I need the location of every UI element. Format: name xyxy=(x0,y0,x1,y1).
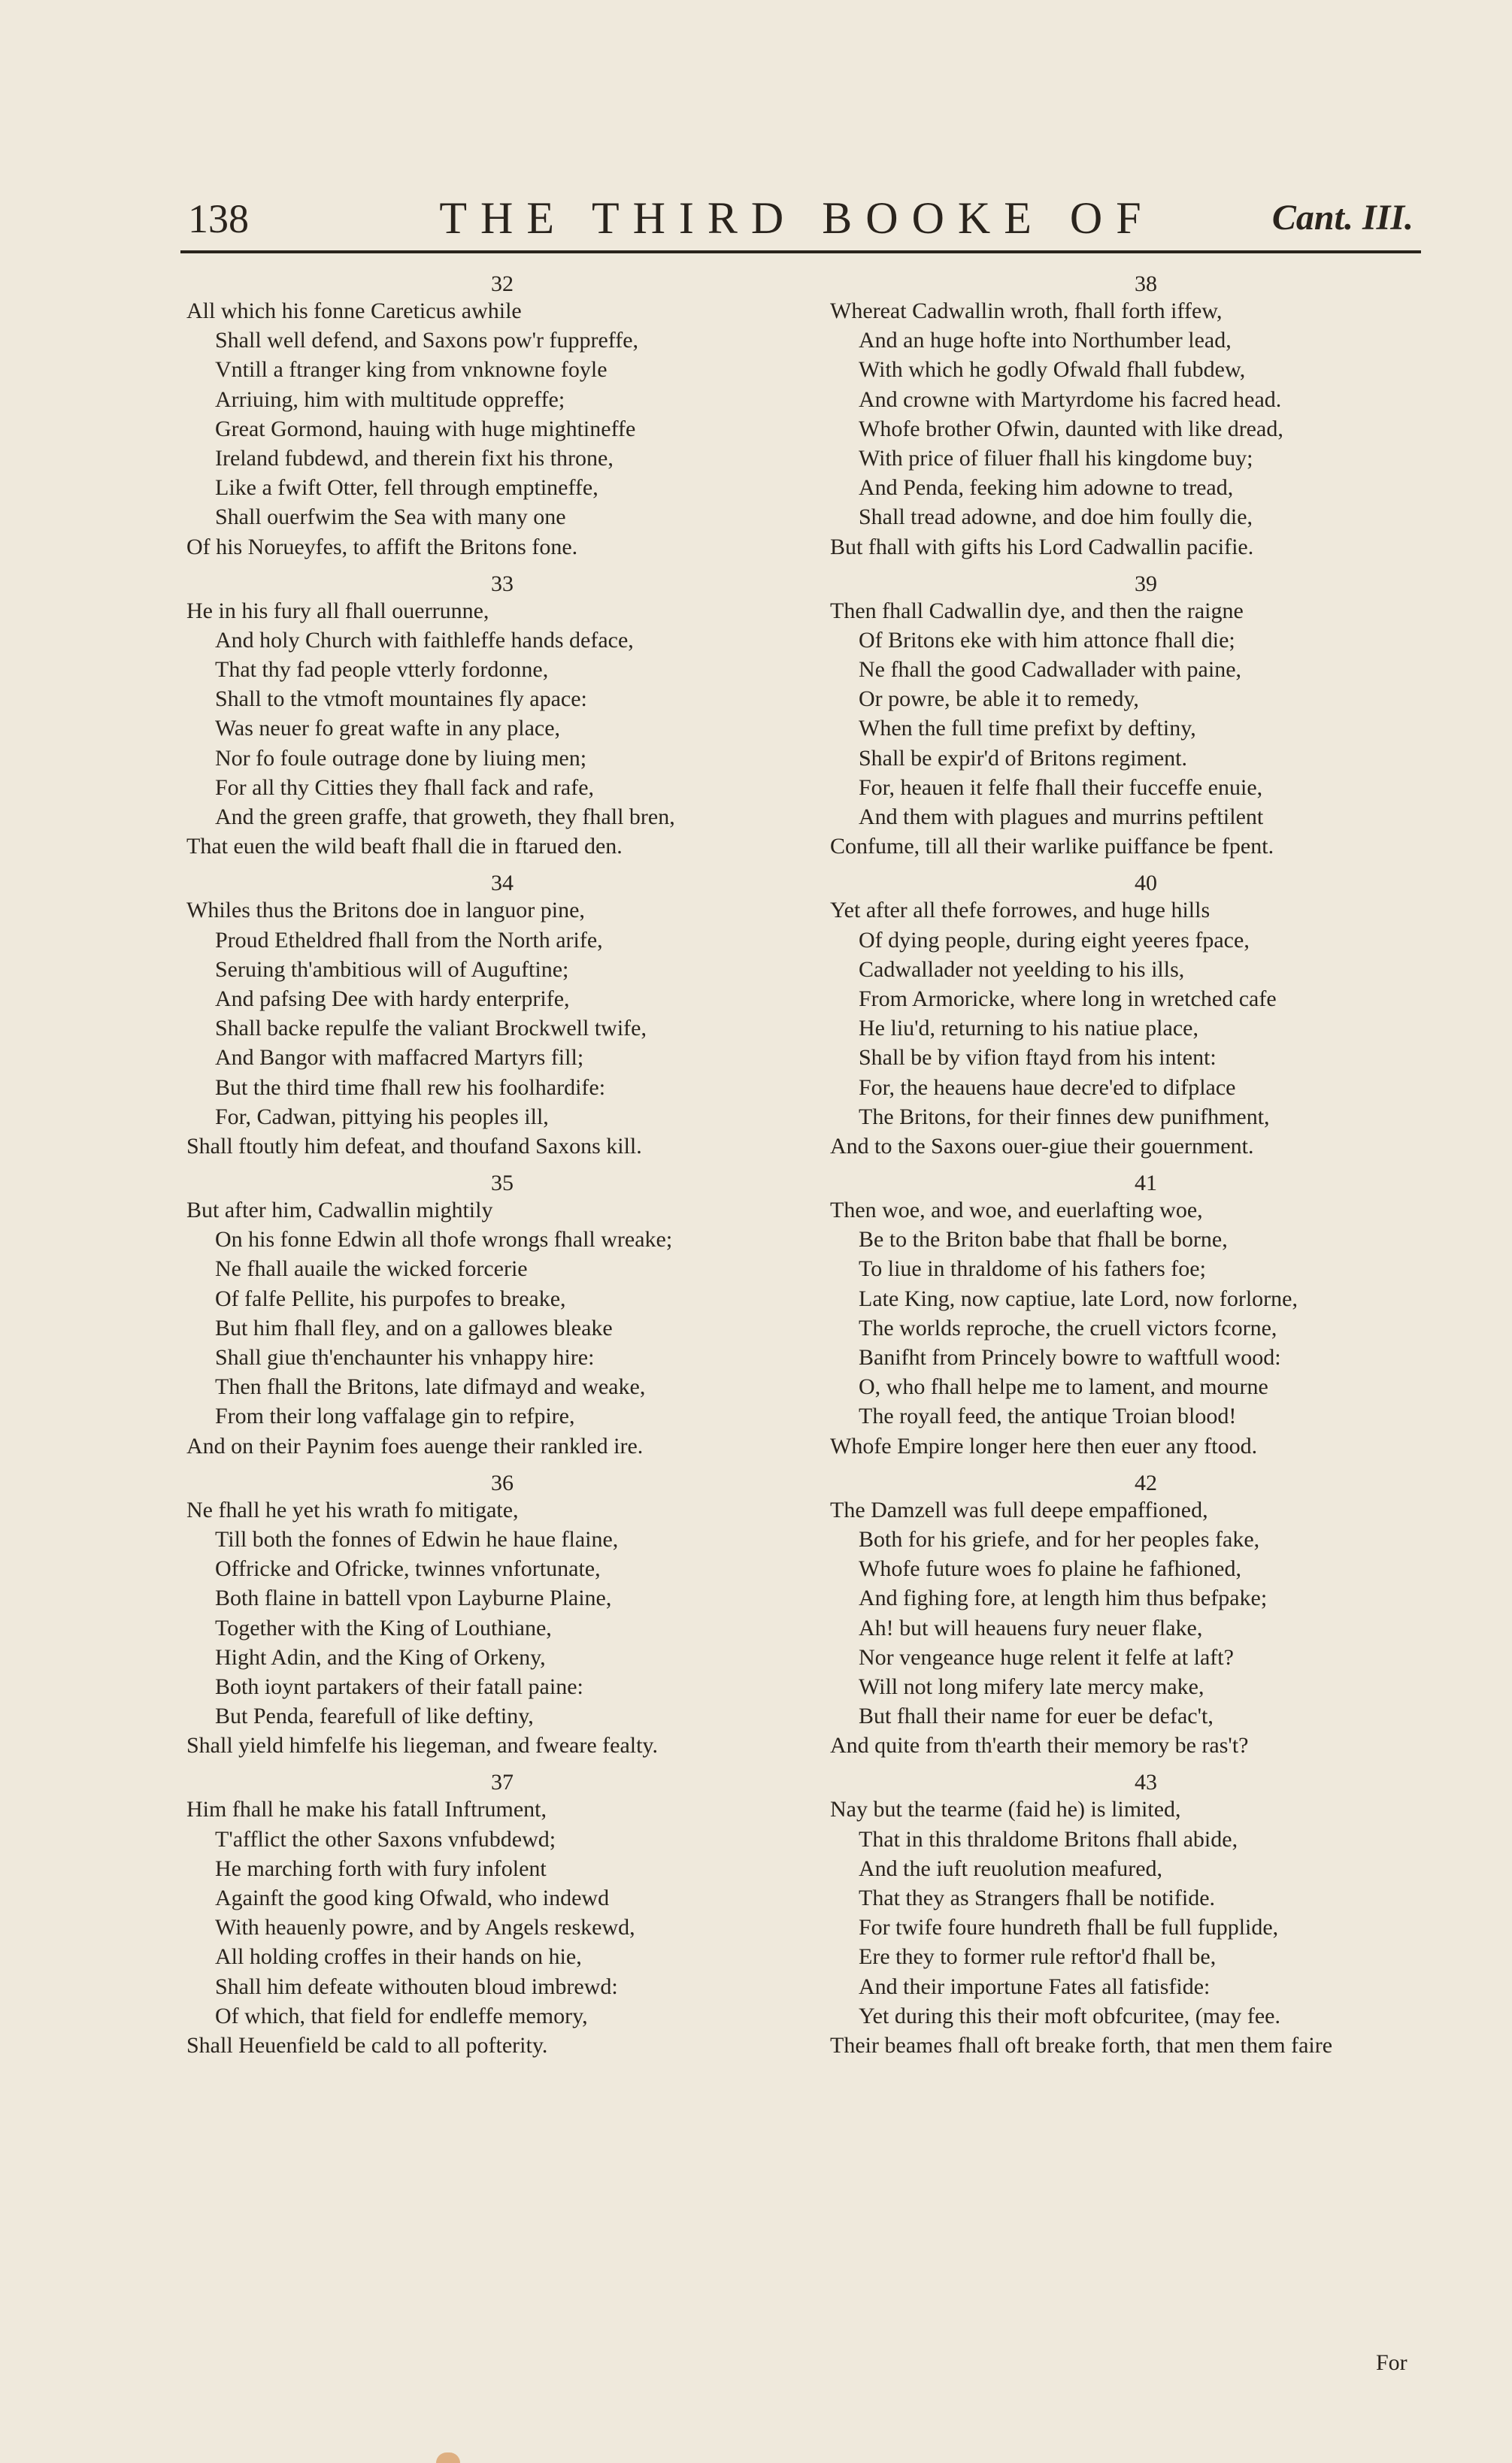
verse-line: And the green graffe, that groweth, they fhall bren, xyxy=(215,804,675,829)
verse-line: The Britons, for their finnes dew punifhment, xyxy=(859,1104,1270,1129)
stanza xyxy=(186,1771,818,2060)
verse-line: That in this thraldome Britons fhall abide, xyxy=(859,1826,1238,1852)
verse-line: Will not long mifery late mercy make, xyxy=(859,1674,1204,1699)
stanza xyxy=(186,272,818,562)
stanza xyxy=(830,1771,1462,2060)
verse-line: For twife foure hundreth fhall be full fupplide, xyxy=(859,1915,1279,1940)
stanza xyxy=(830,871,1462,1161)
verse-line: Offricke and Ofricke, twinnes vnfortunate, xyxy=(215,1556,601,1582)
running-title: THE THIRD BOOKE OF xyxy=(439,193,1155,243)
verse-line: And quite from th'earth their memory be ras't? xyxy=(830,1733,1249,1759)
verse-line: But after him, Cadwallin mightily xyxy=(186,1198,493,1223)
verse-line: But Penda, fearefull of like deftiny, xyxy=(215,1704,534,1729)
verse-line: Againft the good king Ofwald, who indewd xyxy=(215,1886,610,1910)
verse-line: With price of filuer fhall his kingdome buy; xyxy=(859,445,1253,471)
verse-line: Shall him defeate withouten bloud imbrewd: xyxy=(215,1974,618,1999)
verse-line: Till both the fonnes of Edwin he haue flaine, xyxy=(215,1526,619,1552)
verse-line: Confume, till all their warlike puiffance be fpent. xyxy=(830,834,1274,859)
verse-line: And on their Paynim foes auenge their rankled ire. xyxy=(186,1433,644,1459)
verse-line: O, who fhall helpe me to lament, and mourne xyxy=(859,1374,1268,1400)
verse-line: Ne fhall the good Cadwallader with paine, xyxy=(859,657,1242,683)
stanza-number: 41 xyxy=(1135,1171,1157,1196)
verse-line: And their importune Fates all fatisfide: xyxy=(859,1974,1211,1999)
verse-line: Of which, that field for endleffe memory, xyxy=(215,2003,588,2028)
verse-line: Yet during this their moft obfcuritee, (may fee. xyxy=(859,2003,1280,2028)
verse-line: Shall backe repulfe the valiant Brockwell twife, xyxy=(215,1016,647,1041)
right-column xyxy=(830,272,1462,2071)
verse-line: All holding croffes in their hands on hie, xyxy=(215,1944,582,1970)
verse-line: And crowne with Martyrdome his facred head. xyxy=(859,386,1282,412)
verse-line: Nay but the tearme (faid he) is limited, xyxy=(830,1797,1181,1822)
verse-line: For all thy Citties they fhall fack and rafe, xyxy=(215,774,595,800)
verse-line: Him fhall he make his fatall Inftrument, xyxy=(186,1797,547,1822)
verse-line: Shall tread adowne, and doe him foully die, xyxy=(859,504,1253,530)
verse-line: The Damzell was full deepe empaffioned, xyxy=(830,1497,1208,1522)
stanza-number: 36 xyxy=(491,1470,514,1495)
verse-line: Whofe brother Ofwin, daunted with like dread, xyxy=(859,416,1283,441)
verse-line: The worlds reproche, the cruell victors fcorne, xyxy=(859,1315,1277,1341)
verse-line: Then fhall the Britons, late difmayd and weake, xyxy=(215,1374,646,1400)
left-column xyxy=(186,272,818,2071)
verse-line: The royall feed, the antique Troian blood! xyxy=(859,1404,1237,1429)
verse-line: Both ioynt partakers of their fatall paine: xyxy=(215,1674,583,1699)
verse-line: Or powre, be able it to remedy, xyxy=(859,686,1139,712)
catchword: For xyxy=(1376,2350,1407,2375)
verse-line: That they as Strangers fhall be notifide. xyxy=(859,1886,1216,1910)
verse-line: And Penda, feeking him adowne to tread, xyxy=(859,475,1234,501)
verse-line: Of Britons eke with him attonce fhall die; xyxy=(859,627,1235,653)
verse-line: Shall Heuenfield be cald to all pofterity. xyxy=(186,2032,548,2058)
verse-line: With heauenly powre, and by Angels reskewd, xyxy=(215,1915,635,1940)
ornament-mark xyxy=(436,2452,460,2463)
verse-line: And an huge hofte into Northumber lead, xyxy=(859,328,1232,353)
page-number: 138 xyxy=(188,196,249,241)
stanza xyxy=(830,572,1462,862)
verse-line: Then woe, and woe, and euerlafting woe, xyxy=(830,1198,1203,1223)
verse-line: Shall well defend, and Saxons pow'r fuppreffe, xyxy=(215,328,639,353)
verse-line: Great Gormond, hauing with huge mightineffe xyxy=(215,416,636,441)
verse-line: Ne fhall auaile the wicked forcerie xyxy=(215,1256,528,1282)
verse-line: For, the heauens haue decre'ed to difplace xyxy=(859,1074,1236,1100)
verse-line: That euen the wild beaft fhall die in ftarued den. xyxy=(186,834,623,859)
stanza xyxy=(830,272,1462,562)
verse-line: Shall giue th'enchaunter his vnhappy hire: xyxy=(215,1345,595,1370)
verse-line: But fhall their name for euer be defac't, xyxy=(859,1704,1214,1729)
verse-line: Ere they to former rule reftor'd fhall be, xyxy=(859,1944,1217,1970)
stanza-number: 39 xyxy=(1135,571,1157,596)
verse-line: Shall yield himfelfe his liegeman, and fweare fealty. xyxy=(186,1733,658,1759)
verse-line: Arriuing, him with multitude oppreffe; xyxy=(215,386,565,412)
stanza-number: 32 xyxy=(491,271,514,296)
verse-line: Hight Adin, and the King of Orkeny, xyxy=(215,1644,546,1670)
stanza xyxy=(186,1171,818,1461)
verse-line: But the third time fhall rew his foolhardife: xyxy=(215,1074,606,1100)
verse-line: Yet after all thefe forrowes, and huge hills xyxy=(830,898,1211,923)
verse-line: Both for his griefe, and for her peoples fake, xyxy=(859,1526,1260,1552)
stanza xyxy=(186,1471,818,1761)
verse-line: Whereat Cadwallin wroth, fhall forth iffew, xyxy=(830,298,1223,323)
verse-line: Their beames fhall oft breake forth, that men them faire xyxy=(830,2032,1333,2058)
canto-label: Cant. III. xyxy=(1271,198,1414,238)
verse-line: Ireland fubdewd, and therein fixt his throne, xyxy=(215,445,614,471)
verse-line: Be to the Briton babe that fhall be borne, xyxy=(859,1227,1228,1253)
verse-line: Then fhall Cadwallin dye, and then the raigne xyxy=(830,598,1244,623)
verse-line: Of his Norueyfes, to affift the Britons fone. xyxy=(186,534,578,559)
verse-line: But fhall with gifts his Lord Cadwallin pacifie. xyxy=(830,534,1254,559)
verse-line: And fighing fore, at length him thus befpake; xyxy=(859,1586,1268,1611)
stanza xyxy=(830,1171,1462,1461)
stanza-number: 42 xyxy=(1135,1470,1157,1495)
verse-line: For, heauen it felfe fhall their fucceffe enuie, xyxy=(859,774,1263,800)
verse-line: Whofe Empire longer here then euer any ftood. xyxy=(830,1433,1258,1459)
verse-line: Shall to the vtmoft mountaines fly apace: xyxy=(215,686,587,712)
verse-line: Like a fwift Otter, fell through emptineffe, xyxy=(215,475,598,501)
verse-line: Shall be by vifion ftayd from his intent: xyxy=(859,1045,1217,1071)
stanza xyxy=(186,572,818,862)
verse-line: For, Cadwan, pittying his peoples ill, xyxy=(215,1104,549,1129)
verse-line: He marching forth with fury infolent xyxy=(215,1856,547,1881)
verse-line: Of falfe Pellite, his purpofes to breake, xyxy=(215,1286,566,1311)
verse-line: From Armoricke, where long in wretched cafe xyxy=(859,986,1277,1011)
verse-line: Together with the King of Louthiane, xyxy=(215,1615,552,1640)
stanza-number: 37 xyxy=(491,1770,514,1795)
verse-line: And holy Church with faithleffe hands deface, xyxy=(215,627,634,653)
stanza-number: 40 xyxy=(1135,871,1157,896)
verse-line: He in his fury all fhall ouerrunne, xyxy=(186,598,489,623)
stanza xyxy=(186,871,818,1161)
verse-line: Seruing th'ambitious will of Auguftine; xyxy=(215,956,569,982)
stanza-number: 35 xyxy=(491,1171,514,1196)
verse-line: With which he godly Ofwald fhall fubdew, xyxy=(859,357,1246,383)
stanza xyxy=(830,1471,1462,1761)
verse-line: To liue in thraldome of his fathers foe; xyxy=(859,1256,1206,1282)
verse-line: And the iuft reuolution meafured, xyxy=(859,1856,1163,1881)
verse-line: Shall ftoutly him defeat, and thoufand Saxons kill. xyxy=(186,1133,642,1159)
header-rule xyxy=(180,250,1421,253)
verse-line: Whofe future woes fo plaine he fafhioned, xyxy=(859,1556,1241,1582)
verse-line: Of dying people, during eight yeeres fpace, xyxy=(859,927,1250,953)
verse-line: And them with plagues and murrins peftilent xyxy=(859,804,1264,829)
verse-line: T'afflict the other Saxons vnfubdewd; xyxy=(215,1826,556,1852)
verse-line: Ah! but will heauens fury neuer flake, xyxy=(859,1615,1203,1640)
verse-line: On his fonne Edwin all thofe wrongs fhall wreake; xyxy=(215,1227,673,1253)
verse-line: Cadwallader not yeelding to his ills, xyxy=(859,956,1185,982)
verse-line: That thy fad people vtterly fordonne, xyxy=(215,657,549,683)
verse-line: All which his fonne Careticus awhile xyxy=(186,298,522,323)
verse-line: Nor vengeance huge relent it felfe at laft? xyxy=(859,1644,1234,1670)
verse-line: Proud Etheldred fhall from the North arife, xyxy=(215,927,603,953)
stanza-number: 34 xyxy=(491,871,514,896)
verse-line: And to the Saxons ouer-giue their gouernment. xyxy=(830,1133,1254,1159)
verse-line: Banifht from Princely bowre to waftfull wood: xyxy=(859,1345,1281,1370)
verse-line: Shall ouerfwim the Sea with many one xyxy=(215,504,566,530)
verse-line: Nor fo foule outrage done by liuing men; xyxy=(215,745,587,771)
verse-line: And pafsing Dee with hardy enterprife, xyxy=(215,986,570,1011)
verse-line: Ne fhall he yet his wrath fo mitigate, xyxy=(186,1497,519,1522)
verse-line: He liu'd, returning to his natiue place, xyxy=(859,1016,1198,1041)
stanza-number: 38 xyxy=(1135,271,1157,296)
verse-line: And Bangor with maffacred Martyrs fill; xyxy=(215,1045,584,1071)
verse-line: Vntill a ftranger king from vnknowne foyle xyxy=(215,357,608,383)
verse-line: Late King, now captiue, late Lord, now forlorne, xyxy=(859,1286,1298,1311)
page-header xyxy=(173,186,1421,247)
verse-line: From their long vaffalage gin to refpire, xyxy=(215,1404,575,1429)
verse-line: Shall be expir'd of Britons regiment. xyxy=(859,745,1187,771)
stanza-number: 43 xyxy=(1135,1770,1157,1795)
verse-line: Was neuer fo great wafte in any place, xyxy=(215,716,561,741)
verse-line: Both flaine in battell vpon Layburne Plaine, xyxy=(215,1586,612,1611)
verse-line: But him fhall fley, and on a gallowes bleake xyxy=(215,1315,613,1341)
verse-line: When the full time prefixt by deftiny, xyxy=(859,716,1196,741)
verse-line: Whiles thus the Britons doe in languor pine, xyxy=(186,898,585,923)
stanza-number: 33 xyxy=(491,571,514,596)
